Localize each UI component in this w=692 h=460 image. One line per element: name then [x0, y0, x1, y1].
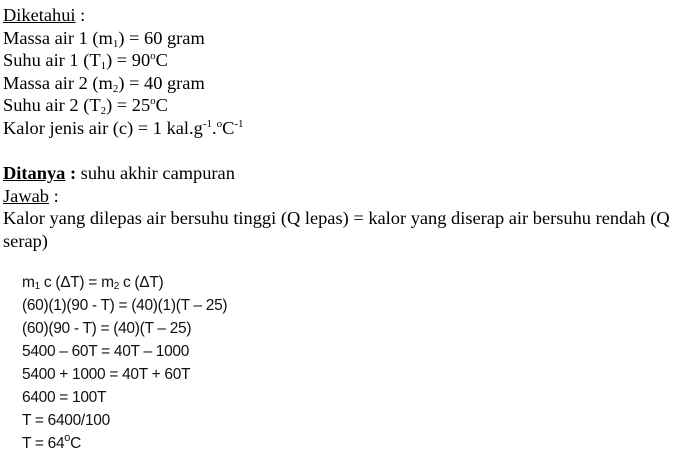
equation-line-7: T = 6400/100 [22, 412, 110, 429]
temp2-degree: o [150, 95, 156, 108]
temp1-line [3, 49, 691, 72]
blank-line [3, 140, 691, 163]
known-heading-line [3, 4, 691, 27]
temp1-label: Suhu air 1 (T [3, 50, 101, 71]
specific-heat-c: C [222, 117, 235, 138]
mass1-label: Massa air 1 (m [3, 27, 113, 48]
equation-line-5: 5400 + 1000 = 40T + 60T [22, 366, 191, 383]
asked-heading: Ditanya [3, 163, 66, 184]
eq1-m2-sub: 2 [113, 281, 119, 292]
known-heading-colon: : [75, 5, 86, 25]
specific-heat-line [3, 117, 691, 140]
eq1-mid: c (ΔT) = m [39, 274, 114, 291]
temp2-label: Suhu air 2 (T [3, 95, 101, 116]
eq8-value: T = 64 [22, 435, 65, 452]
temp2-value: ) = 25 [106, 95, 151, 116]
answer-statement: Kalor yang dilepas air bersuhu tinggi (Q lepas) = kalor yang diserap air bersuhu rendah (Q serap) [3, 208, 670, 251]
eq8-unit: C [70, 435, 82, 452]
answer-heading-line [3, 185, 691, 208]
temp1-degree: o [150, 50, 156, 63]
equation-line-8 [22, 432, 227, 455]
asked-colon: : [65, 163, 77, 184]
temp2-subscript: 2 [100, 105, 107, 118]
mass2-label: Massa air 2 (m [3, 72, 113, 93]
mass2-value: ) = 40 gram [118, 72, 205, 93]
specific-heat-dot: . [212, 117, 217, 138]
specific-heat-exp1: -1 [202, 117, 212, 130]
eq1-end: c (ΔT) [118, 274, 164, 291]
answer-heading-colon: : [48, 185, 59, 206]
mass1-value: ) = 60 gram [118, 27, 205, 48]
temp1-unit: C [155, 50, 168, 71]
asked-line [3, 162, 691, 185]
equation-line-1 [22, 271, 227, 294]
specific-heat-label: Kalor jenis air (c) = 1 kal.g [3, 117, 203, 138]
equation-line-4: 5400 – 60T = 40T – 1000 [22, 343, 190, 360]
calculation-block [22, 271, 227, 455]
specific-heat-degree: o [216, 117, 223, 130]
answer-heading: Jawab [3, 185, 49, 206]
temp1-subscript: 1 [100, 60, 107, 73]
temp1-value: ) = 90 [106, 50, 151, 71]
equation-line-3: (60)(90 - T) = (40)(T – 25) [22, 320, 192, 337]
temp2-line [3, 94, 691, 117]
asked-text: suhu akhir campuran [76, 163, 235, 184]
document-body [3, 4, 691, 253]
mass1-line [3, 27, 691, 50]
equation-line-6: 6400 = 100T [22, 389, 107, 406]
specific-heat-exp2: -1 [234, 117, 244, 130]
equation-line-2: (60)(1)(90 - T) = (40)(1)(T – 25) [22, 297, 228, 314]
eq8-degree: o [64, 432, 71, 444]
temp2-unit: C [155, 95, 168, 116]
eq1-m1-sub: 1 [34, 281, 40, 292]
eq1-m1: m [22, 274, 35, 291]
mass1-subscript: 1 [112, 37, 119, 50]
known-heading: Diketahui [3, 5, 76, 25]
mass2-line [3, 72, 691, 95]
mass2-subscript: 2 [112, 82, 119, 95]
